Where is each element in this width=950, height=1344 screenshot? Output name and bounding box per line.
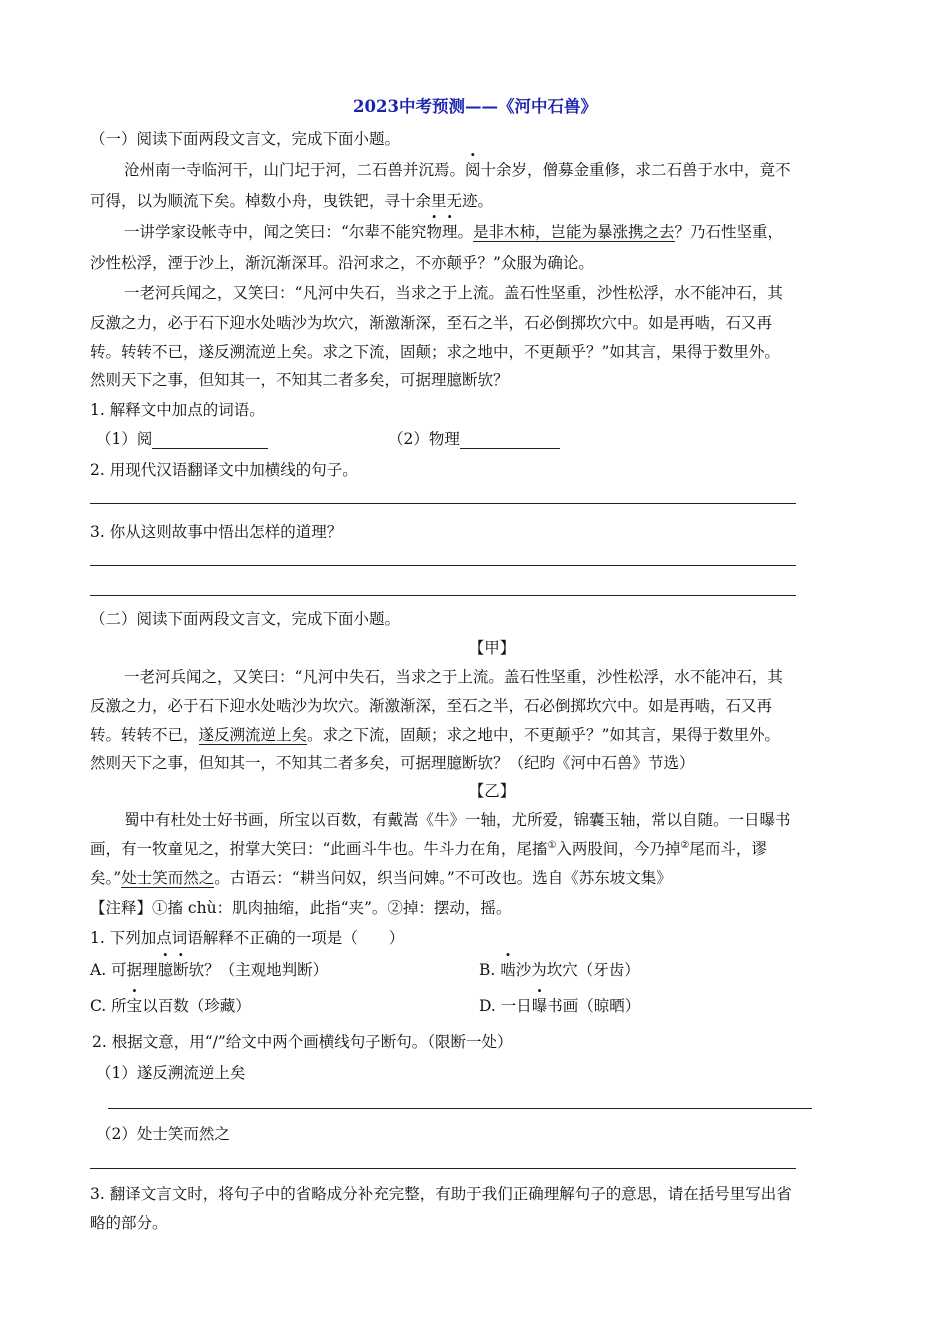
dotted-char: 曝: [531, 997, 548, 1015]
part1-q1-a: （1）阅: [96, 427, 268, 449]
part1-q2-stem: 2. 用现代汉语翻译文中加横线的句子。: [90, 461, 358, 479]
part2-q2-a: （1）遂反溯流逆上矣: [96, 1064, 246, 1082]
part2-q2-b: （2）处士笑而然之: [96, 1125, 230, 1143]
part1-p3-line2: 反激之力，必于石下迎水处啮沙为坎穴，渐激渐深，至石之半，石必倒掷坎穴中。如是再啮，石又再: [90, 314, 773, 332]
answer-line[interactable]: [90, 595, 796, 596]
option-d[interactable]: D. 一日曝书画（晾晒）: [479, 997, 641, 1015]
part1-q1-b: （2）物理: [388, 427, 560, 449]
dotted-char: 断: [173, 961, 189, 979]
part1-p3-line3: 转。转转不已，遂反溯流逆上矣。求之下流，固颠；求之地中，不更颠乎？”如其言，果得于数里外。: [90, 343, 780, 361]
dotted-char: 啮: [500, 961, 516, 979]
part2-q3-line2: 略的部分。: [90, 1214, 168, 1232]
underlined-sentence: 遂反溯流逆上矣: [198, 726, 308, 744]
part2-q1-stem: 1. 下列加点词语解释不正确的一项是（ ）: [90, 929, 405, 947]
part1-intro: （一）阅读下面两段文言文，完成下面小题。: [90, 130, 401, 148]
answer-line[interactable]: [90, 565, 796, 566]
jia-line3: 转。转转不已，遂反溯流逆上矣。求之下流，固颠；求之地中，不更颠乎？”如其言，果得于数里外。: [90, 726, 780, 744]
option-b[interactable]: B. 啮沙为坎穴（牙齿）: [479, 961, 640, 979]
part1-p3-line4: 然则天下之事，但知其一，不知其二者多矣，可据理臆断欤？: [90, 371, 509, 389]
option-a[interactable]: A. 可据理臆断欤？（主观地判断）: [90, 961, 329, 979]
underlined-sentence: 处士笑而然之: [121, 869, 215, 887]
yi-line1: 蜀中有杜处士好书画，所宝以百数，有戴嵩《牛》一轴，尤所爱，锦囊玉轴，常以自随。一日曝书: [124, 811, 791, 829]
dotted-char: 理: [441, 223, 458, 241]
footnote-marker: ②: [680, 839, 690, 851]
dotted-char: 臆: [157, 961, 174, 979]
part1-p3-line1: 一老河兵闻之，又笑曰：“凡河中失石，当求之于上流。盖石性坚重，沙性松浮，水不能冲石，其: [124, 284, 783, 302]
part1-p1-line2: 可得，以为顺流下矣。棹数小舟，曳铁钯，寻十余里无迹。: [90, 192, 494, 210]
part1-p1-line1: 沧州南一寺临河干，山门圮于河，二石兽并沉焉。阅十余岁，僧募金重修，求二石兽于水中，竟不: [124, 161, 791, 179]
part1-q3-stem: 3. 你从这则故事中悟出怎样的道理？: [90, 523, 343, 541]
jia-line2: 反激之力，必于石下迎水处啮沙为坎穴。渐激渐深，至石之半，石必倒掷坎穴中。如是再啮，石又再: [90, 697, 773, 715]
dotted-char: 物: [426, 223, 442, 241]
answer-line[interactable]: [90, 1168, 796, 1169]
answer-blank[interactable]: [152, 432, 268, 449]
jia-line4: 然则天下之事，但知其一，不知其二者多矣，可据理臆断欤？（纪昀《河中石兽》节选）: [90, 754, 695, 772]
dotted-char: 阅: [465, 161, 481, 179]
answer-line[interactable]: [108, 1108, 812, 1109]
option-c[interactable]: C. 所宝以百数（珍藏）: [90, 997, 251, 1015]
underlined-sentence: 是非木柿，岂能为暴涨携之去: [472, 223, 675, 241]
part1-q1-stem: 1. 解释文中加点的词语。: [90, 401, 265, 419]
answer-line[interactable]: [90, 503, 796, 504]
part1-p2-line2: 沙性松浮，湮于沙上，渐沉渐深耳。沿河求之，不亦颠乎？”众服为确论。: [90, 254, 594, 272]
yi-line2: 画，有一牧童见之，拊掌大笑曰：“此画斗牛也。牛斗力在角，尾搐①入两股间，今乃掉②尾而斗，谬: [90, 839, 767, 858]
part1-p2-line1: 一讲学家设帐寺中，闻之笑曰：“尔辈不能究物理。是非木柿，岂能为暴涨携之去？乃石性坚重，: [124, 223, 784, 241]
yi-line3: 矣。”处士笑而然之。古语云：“耕当问奴，织当问婢。”不可改也。选自《苏东坡文集》: [90, 869, 672, 887]
part2-q2-stem: 2. 根据文意，用“/”给文中两个画横线句子断句。（限断一处）: [92, 1033, 513, 1051]
jia-label: 【甲】: [468, 639, 516, 657]
part2-intro: （二）阅读下面两段文言文，完成下面小题。: [90, 610, 401, 628]
part2-q3-line1: 3. 翻译文言文时，将句子中的省略成分补充完整，有助于我们正确理解句子的意思，请在括号里写出省: [90, 1185, 792, 1203]
annotation-note: 【注释】①搐 chù：肌肉抽缩，此指“夹”。②掉：摆动，摇。: [90, 899, 512, 917]
jia-line1: 一老河兵闻之，又笑曰：“凡河中失石，当求之于上流。盖石性坚重，沙性松浮，水不能冲石，其: [124, 668, 783, 686]
yi-label: 【乙】: [468, 782, 516, 800]
footnote-marker: ①: [547, 839, 557, 851]
answer-blank[interactable]: [460, 432, 560, 449]
page-title: 2023中考预测——《河中石兽》: [353, 97, 597, 116]
dotted-char: 宝: [126, 997, 143, 1015]
